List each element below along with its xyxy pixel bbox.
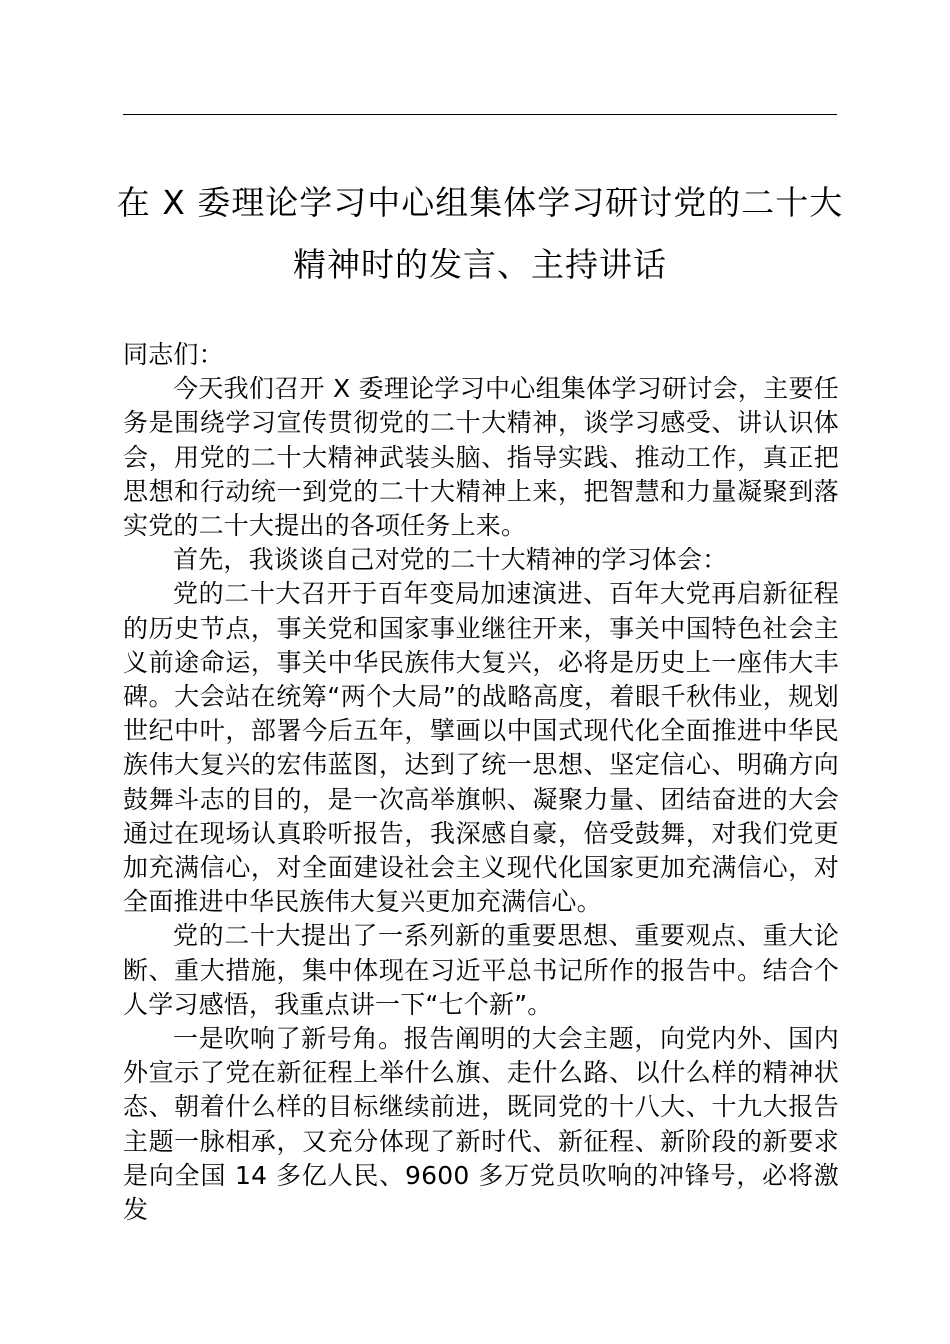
paragraph-new-horn: 一是吹响了新号角。报告阐明的大会主题，向党内外、国内外宣示了党在新征程上举什么旗、走什么路、以什么样的精神状态、朝着什么样的目标继续前进，既同党的十八大、十九大报告主题一脉相承，又充分体现了新时代、新征程、新阶段的新要求是向全国 14 多亿人民、9600 多万党员吹响的冲锋号，必将激发 [123,1024,839,1225]
document-title: 在 X 委理论学习中心组集体学习研讨党的二十大精神时的发言、主持讲话 [116,183,844,284]
paragraph-congress: 党的二十大召开于百年变局加速演进、百年大党再启新征程的历史节点，事关党和国家事业继往开来，事关中国特色社会主义前途命运，事关中华民族伟大复兴，必将是历史上一座伟大丰碑。大会站在统筹“两个大局”的战略高度，着眼千秋伟业，规划世纪中叶，部署今后五年，擘画以中国式现代化全面推进中华民族伟大复兴的宏伟蓝图，达到了统一思想、坚定信心、明确方向鼓舞斗志的目的，是一次高举旗帜、凝聚力量、团结奋进的大会通过在现场认真聆听报告，我深感自豪，倍受鼓舞，对我们党更加充满信心，对全面建设社会主义现代化国家更加充满信心，对全面推进中华民族伟大复兴更加充满信心。 [123,579,839,917]
paragraph-first: 首先，我谈谈自己对党的二十大精神的学习体会： [173,545,728,575]
document-body [123,338,839,1227]
header-rule [123,114,837,115]
salutation: 同志们： [123,340,224,369]
paragraph-seven-new: 党的二十大提出了一系列新的重要思想、重要观点、重大论断、重大措施，集中体现在习近平总书记所作的报告中。结合个人学习感悟，我重点讲一下“七个新”。 [123,921,839,1019]
paragraph-intro: 今天我们召开 X 委理论学习中心组集体学习研讨会，主要任务是围绕学习宣传贯彻党的二十大精神，谈学习感受、讲认识体会，用党的二十大精神武装头脑、指导实践、推动工作，真正把思想和行动统一到党的二十大精神上来，把智慧和力量凝聚到落实党的二十大提出的各项任务上来。 [123,374,839,541]
